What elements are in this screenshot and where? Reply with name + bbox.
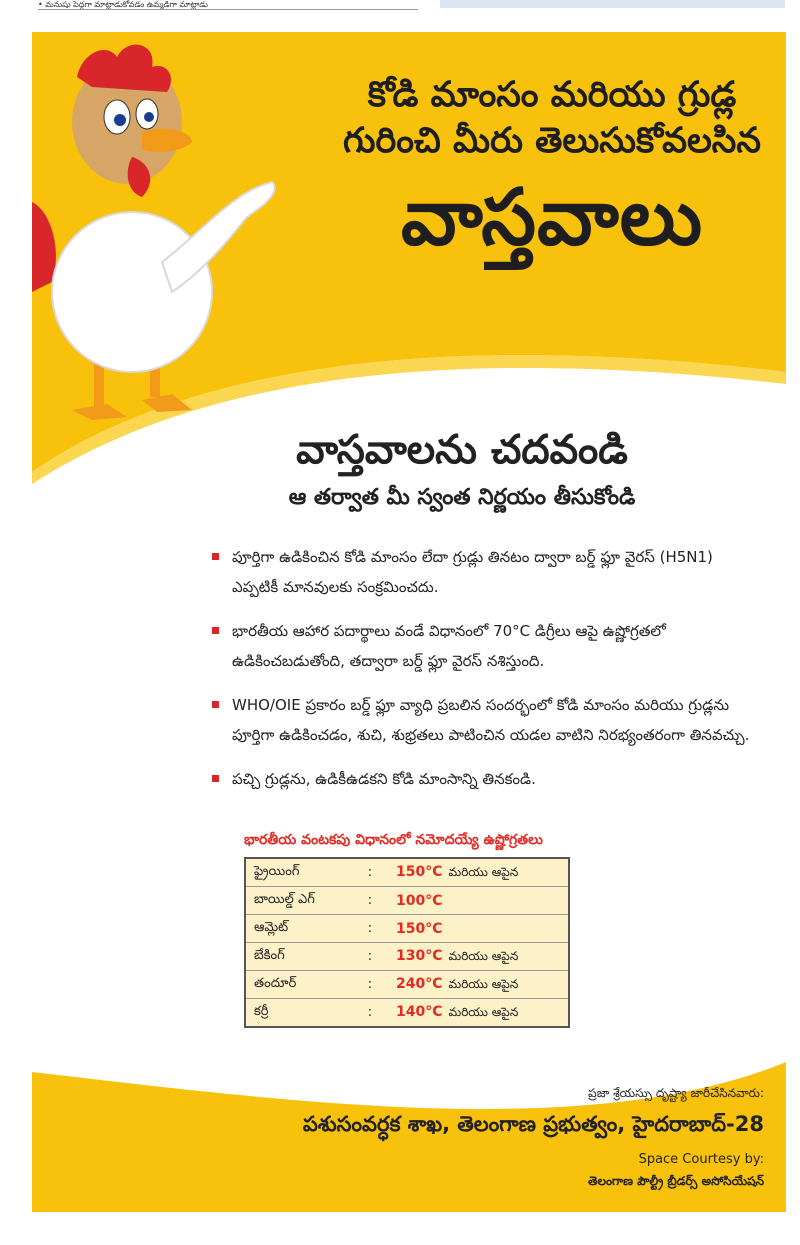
- table-row: [245, 971, 569, 999]
- temperature-cell: [388, 999, 569, 1028]
- courtesy-label: Space Courtesy by:: [638, 1152, 764, 1167]
- temperature-cell: [388, 971, 569, 999]
- fact-text: పూర్తిగా ఉడికించిన కోడి మాంసం లేదా గ్రుడ్లు తినటం ద్వారా బర్డ్ ఫ్లూ వైరస్ (H5N1) ఎప్పటికీ మానవులకు సంక్రమించదు.: [232, 548, 713, 596]
- facts-list: [212, 542, 752, 808]
- temperature-cell: [388, 943, 569, 971]
- temperature-value: 150°C: [396, 920, 443, 937]
- fact-text: భారతీయ ఆహార పదార్థాలు వండే విధానంలో 70°C డిగ్రీలు ఆపై ఉష్ణోగ్రతలో ఉడికించబడుతోంది, తద్వారా బర్డ్ ఫ్లూ వైరస్ నశిస్తుంది.: [232, 622, 666, 670]
- list-item: [212, 690, 752, 750]
- list-item: [212, 542, 752, 602]
- temperature-suffix: మరియు ఆపైన: [448, 1004, 519, 1019]
- list-item: [212, 764, 752, 794]
- table-row: [245, 943, 569, 971]
- fact-text: WHO/OIE ప్రకారం బర్డ్ ఫ్లూ వ్యాధి ప్రబలిన సందర్భంలో కోడి మాంసం మరియు గ్రుడ్లను పూర్తిగా ఉడికించడం, శుచి, శుభ్రతలు పాటించిన యడల వాటిని నిరభ్యంతరంగా తినవచ్చు.: [232, 696, 750, 744]
- issued-by-label: ప్రజా శ్రేయస్సు దృష్ట్యా జారీచేసినవారు:: [588, 1086, 764, 1100]
- bullet-square-icon: [212, 775, 219, 782]
- temperature-value: 100°C: [396, 892, 443, 909]
- rooster-mascot-illustration: [32, 32, 332, 432]
- temperature-cell: [388, 858, 569, 887]
- separator: :: [352, 915, 388, 943]
- headline-facts: వాస్తవాలు: [400, 173, 704, 263]
- table-row: [245, 999, 569, 1028]
- cooking-method: కర్రీ: [245, 999, 352, 1028]
- separator: :: [352, 971, 388, 999]
- clipped-article-text: • మనుషు పెద్దగా మాట్లాడుకోవడం ఉమ్మడిగా మాట్లాడు: [38, 0, 418, 10]
- separator: :: [352, 858, 388, 887]
- issuer-department: పశుసంవర్ధక శాఖ, తెలంగాణ ప్రభుత్వం, హైదరాబాద్-28: [302, 1112, 764, 1136]
- table-row: [245, 887, 569, 915]
- top-strip: [0, 0, 800, 12]
- temperature-suffix: మరియు ఆపైన: [448, 976, 519, 991]
- headline-line-2: గురించి మీరు తెలుసుకోవలసిన: [343, 121, 761, 161]
- cooking-method: ఆమ్లెట్: [245, 915, 352, 943]
- temperature-suffix: మరియు ఆపైన: [448, 864, 519, 879]
- separator: :: [352, 943, 388, 971]
- fact-text: పచ్చి గ్రుడ్లను, ఉడికీఉడకని కోడి మాంసాన్ని తినకండి.: [232, 770, 536, 788]
- courtesy-organization: తెలంగాణ పౌల్ట్రీ బ్రీడర్స్ అసోసియేషన్: [588, 1174, 764, 1188]
- temperature-value: 240°C: [396, 975, 443, 992]
- temperature-value: 140°C: [396, 1003, 443, 1020]
- headline: [332, 72, 772, 268]
- bullet-square-icon: [212, 553, 219, 560]
- cooking-method: తందూర్: [245, 971, 352, 999]
- bullet-square-icon: [212, 701, 219, 708]
- clipped-article-block: [440, 0, 785, 8]
- list-item: [212, 616, 752, 676]
- cooking-method: బేకింగ్: [245, 943, 352, 971]
- subheading-secondary: ఆ తర్వాత మీ స్వంత నిర్ణయం తీసుకోండి: [288, 485, 636, 510]
- cooking-method: బాయిల్డ్ ఎగ్: [245, 887, 352, 915]
- subheading-main: వాస్తవాలను చదవండి: [296, 427, 628, 473]
- temperature-suffix: మరియు ఆపైన: [448, 948, 519, 963]
- temperature-cell: [388, 915, 569, 943]
- table-row: [245, 915, 569, 943]
- temperature-value: 150°C: [396, 863, 443, 880]
- separator: :: [352, 999, 388, 1028]
- separator: :: [352, 887, 388, 915]
- table-row: [245, 858, 569, 887]
- cooking-temperature-table: [244, 857, 570, 1028]
- headline-line-1: కోడి మాంసం మరియు గ్రుడ్ల: [367, 75, 737, 115]
- advertisement-poster: [32, 32, 786, 1212]
- bullet-square-icon: [212, 627, 219, 634]
- temperature-cell: [388, 887, 569, 915]
- cooking-method: ఫ్రైయింగ్: [245, 858, 352, 887]
- table-caption: భారతీయ వంటకపు విధానంలో నమోదయ్యే ఉష్ణోగ్రతలు: [244, 832, 543, 848]
- temperature-value: 130°C: [396, 947, 443, 964]
